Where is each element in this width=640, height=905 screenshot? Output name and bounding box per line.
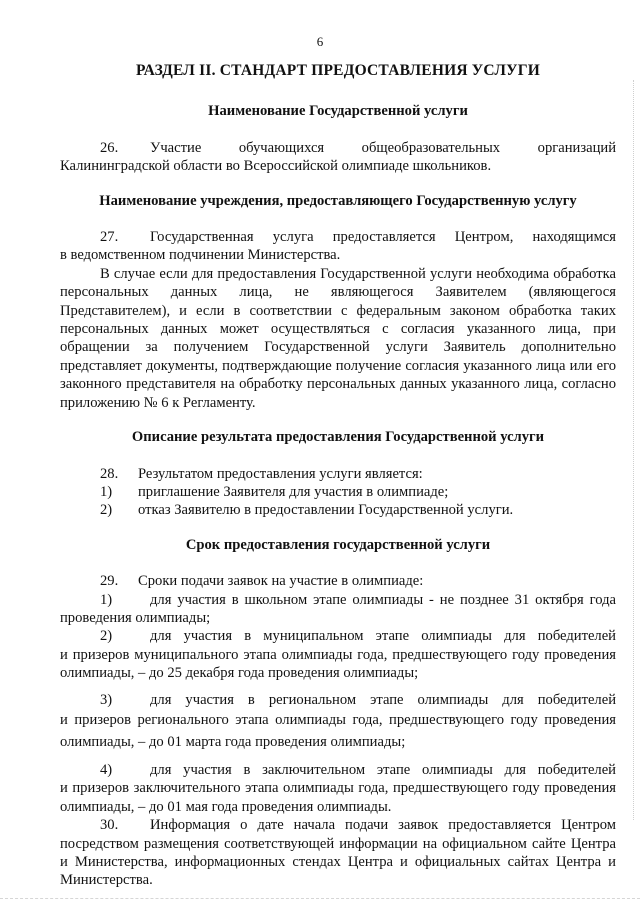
term-item-3-rest: и призеров регионального этапа олимпиады года, предшествующего году проведения олимпиады, – до 01 марта года проведения олимпиады;: [60, 711, 616, 750]
list-item-number: 4): [100, 761, 113, 778]
list-item-text: приглашение Заявителя для участия в олимпиаде;: [138, 483, 449, 500]
paragraph-text: Государственная услуга предоставляется Центром, находящимся: [150, 229, 616, 246]
heading-term: Срок предоставления государственной услуги: [185, 536, 491, 553]
paragraph-29: [60, 572, 616, 590]
paragraph-26-line2: Калининградской области во Всероссийской олимпиаде школьников.: [60, 158, 492, 175]
term-item-3-line1: [60, 691, 616, 709]
paragraph-number: 30.: [100, 817, 119, 834]
list-item-text: отказ Заявителю в предоставлении Государственной услуги.: [138, 502, 514, 519]
paragraph-30-line1: [60, 816, 616, 834]
term-item-4-rest: и призеров заключительного этапа олимпиады года, предшествующего году проведения олимпиады, – до 01 мая года проведения олимпиады.: [60, 780, 616, 815]
page-number: 6: [316, 34, 324, 49]
paragraph-text: Сроки подачи заявок на участие в олимпиаде:: [138, 573, 424, 590]
paragraph-number: 28.: [100, 465, 119, 482]
paragraph-number: 27.: [100, 229, 119, 246]
list-item-text: для участия в заключительном этапе олимпиады для победителей: [150, 761, 616, 778]
term-item-4-line1: [60, 761, 616, 779]
list-item-number: 2): [100, 628, 113, 645]
term-item-2-line1: [60, 627, 616, 645]
paragraph-27-consent: В случае если для предоставления Государственной услуги необходима обработка персональных данных лица, не являющегося Заявителем (являющегося Представителем), и если в соответствии с федеральным законом обработка таких персональных данных может осуществляться с согласия указанного лица, при обращении за получением Государственной услуги Заявитель дополнительно представляет документы, подтверждающие получение согласия указанного лица или его законного представителя на обработку персональных данных указанного лица, согласно приложению № 6 к Регламенту.: [60, 265, 616, 411]
list-item-number: 2): [100, 502, 113, 519]
heading-result: Описание результата предоставления Государственной услуги: [131, 429, 545, 446]
heading-service-name: Наименование Государственной услуги: [208, 103, 468, 120]
scan-bottom-artifact: [0, 895, 640, 899]
paragraph-27-line1: [60, 228, 616, 246]
list-item-number: 1): [100, 483, 113, 500]
paragraph-text: Результатом предоставления услуги является:: [138, 465, 423, 482]
list-item: [60, 501, 616, 519]
term-item-1-line1: [60, 591, 616, 609]
list-item: [60, 483, 616, 501]
paragraph-number: 26.: [100, 139, 119, 156]
heading-institution: Наименование учреждения, предоставляющего Государственную услугу: [99, 192, 577, 209]
section-title: РАЗДЕЛ II. СТАНДАРТ ПРЕДОСТАВЛЕНИЯ УСЛУГИ: [135, 62, 541, 79]
paragraph-text: Участие обучающихся общеобразовательных организаций: [150, 139, 616, 156]
list-item-number: 3): [100, 691, 113, 708]
paragraph-text: Информация о дате начала подачи заявок предоставляется Центром: [150, 817, 616, 834]
list-item-text: для участия в школьном этапе олимпиады - не позднее 31 октября года: [150, 591, 616, 608]
list-item-number: 1): [100, 591, 113, 608]
scan-edge-artifact: [630, 80, 634, 820]
paragraph-26-line1: [60, 139, 616, 157]
paragraph-28: [60, 465, 616, 483]
term-item-2-rest: и призеров муниципального этапа олимпиады года, предшествующего году проведения олимпиады, – до 25 декабря года проведения олимпиады;: [60, 646, 616, 682]
document-body: [60, 62, 616, 890]
paragraph-number: 29.: [100, 573, 119, 590]
list-item-text: для участия в муниципальном этапе олимпиады для победителей: [150, 628, 616, 645]
list-item-text: для участия в региональном этапе олимпиады для победителей: [150, 691, 616, 708]
paragraph-27-line2: в ведомственном подчинении Министерства.: [60, 247, 341, 264]
paragraph-30-rest: посредством размещения соответствующей информации на официальном сайте Центра и Министерства, информационных стендах Центра и официальных сайтах Центра и Министерства.: [60, 835, 616, 889]
term-item-1-line2: проведения олимпиады;: [60, 609, 211, 626]
